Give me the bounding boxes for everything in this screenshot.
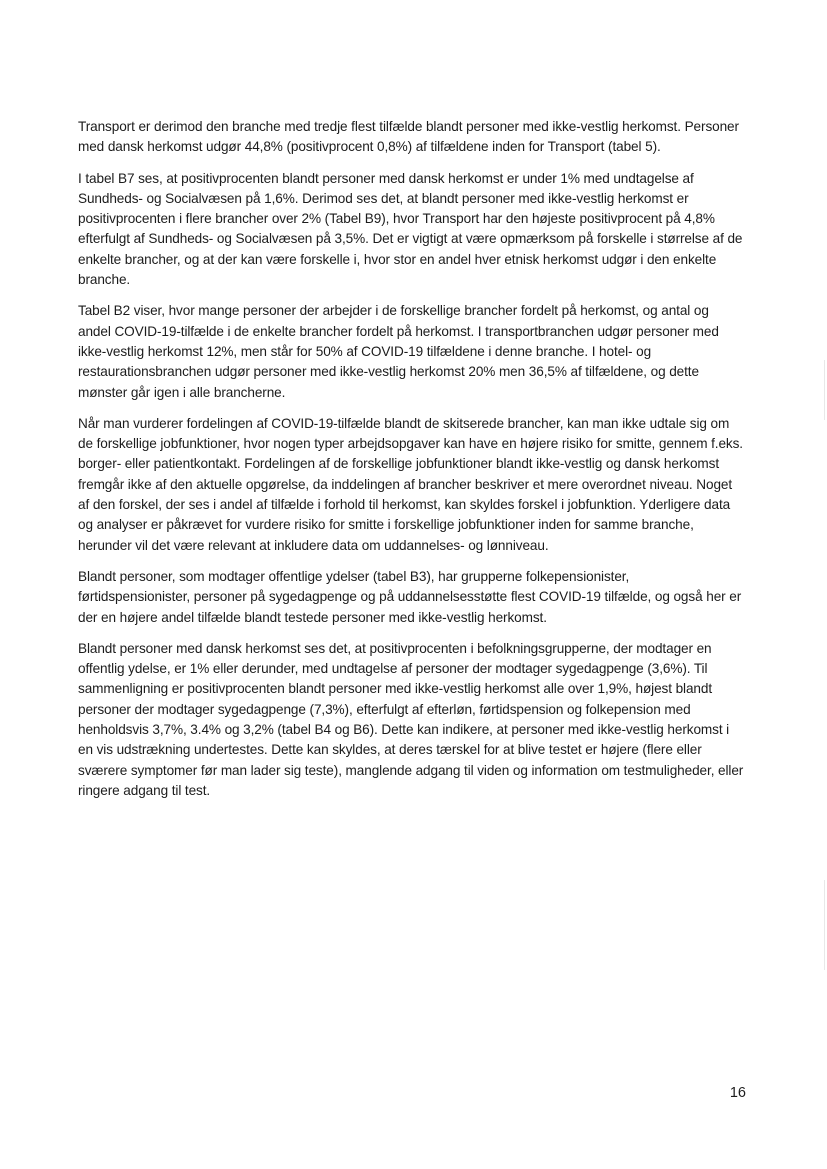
scan-edge-mark <box>824 880 825 970</box>
paragraph-tabel-b2: Tabel B2 viser, hvor mange personer der arbejder i de forskellige brancher fordelt på herkomst, og antal og andel COVID-19-tilfælde i de enkelte brancher fordelt på herkomst. I transportbranchen udgør personer med ikke-vestlig herkomst 12%, men står for 50% af COVID-19 tilfældene i denne branche. I hotel- og restaurationsbranchen udgør personer med ikke-vestlig herkomst 20% men 36,5% af tilfældene, og dette mønster går igen i alle brancherne. <box>78 303 719 400</box>
paragraph-tabel-b7: I tabel B7 ses, at positivprocenten blandt personer med dansk herkomst er under 1% med undtagelse af Sundheds- og Socialvæsen på 1,6%. Derimod ses det, at blandt personer med ikke-vestlig herkomst er positivprocenten i flere brancher over 2% (Tabel B9), hvor Transport har den højeste positivprocent på 4,8% efterfulgt af Sundheds- og Socialvæsen på 3,5%. Det er vigtigt at være opmærksom på forskelle i størrelse af de enkelte brancher, og at der kan være forskelle i, hvor stor en andel hver etnisk herkomst udgør i den enkelte branche. <box>78 170 743 288</box>
scan-edge-mark <box>824 360 825 420</box>
body-text <box>78 117 744 812</box>
paragraph-jobfunktioner: Når man vurderer fordelingen af COVID-19-tilfælde blandt de skitserede brancher, kan man ikke udtale sig om de forskellige jobfunktioner, hvor nogen typer arbejdsopgaver kan have en højere risiko for smitte, gennem f.eks. borger- eller patientkontakt. Fordelingen af de forskellige jobfunktioner blandt ikke-vestlig og dansk herkomst fremgår ikke af den aktuelle opgørelse, da inddelingen af brancher beskriver et mere overordnet niveau. Noget af den forskel, der ses i andel af tilfælde i forhold til herkomst, kan skyldes forskel i jobfunktion. Yderligere data og analyser er påkrævet for vurdere risiko for smitte i forskellige jobfunktioner inden for samme branche, herunder vil det være relevant at inkludere data om uddannelses- og lønniveau. <box>78 415 743 553</box>
paragraph-positivprocent: Blandt personer med dansk herkomst ses det, at positivprocenten i befolkningsgrupperne, der modtager en offentlig ydelse, er 1% eller derunder, med undtagelse af personer der modtager sygedagpenge (3,6%). Til sammenligning er positivprocenten blandt personer med ikke-vestlig herkomst alle over 1,9%, højest blandt personer der modtager sygedagpenge (7,3%), efterfulgt af efterløn, førtidspension og folkepension med henholdsvis 3,7%, 3.4% og 3,2% (tabel B4 og B6). Dette kan indikere, at personer med ikke-vestlig herkomst i en vis udstrækning undertestes. Dette kan skyldes, at deres tærskel for at blive testet er højere (flere eller sværere symptomer før man lader sig teste), manglende adgang til viden og information om testmuligheder, eller ringere adgang til test. <box>78 640 744 798</box>
paragraph-offentlige-ydelser: Blandt personer, som modtager offentlige ydelser (tabel B3), har grupperne folkepensionister, førtidspensionister, personer på sygedagpenge og på uddannelsesstøtte flest COVID-19 tilfælde, og også her er der en højere andel tilfælde blandt testede personer med ikke-vestlig herkomst. <box>78 568 742 625</box>
paragraph-transport: Transport er derimod den branche med tredje flest tilfælde blandt personer med ikke-vestlig herkomst. Personer med dansk herkomst udgør 44,8% (positivprocent 0,8%) af tilfældene inden for Transport (tabel 5). <box>78 119 739 155</box>
page-number: 16 <box>729 1085 746 1101</box>
